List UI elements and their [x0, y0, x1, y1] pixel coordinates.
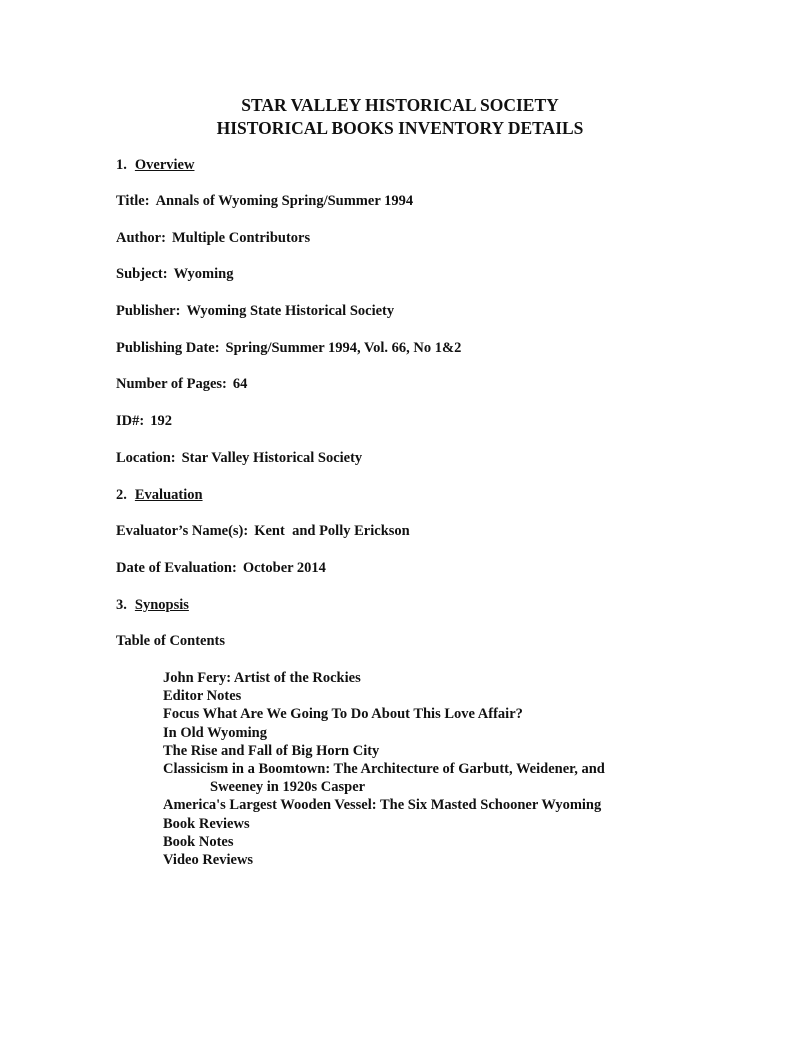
document-header [0, 94, 800, 140]
section-overview-heading [116, 156, 194, 174]
field-label: Author: [116, 230, 166, 246]
field-value: Annals of Wyoming Spring/Summer 1994 [155, 193, 414, 209]
field-label: Title: [116, 193, 150, 209]
toc-item: Focus What Are We Going To Do About This Love Affair? [163, 706, 523, 723]
field-value: Star Valley Historical Society [181, 450, 363, 466]
field-label: ID#: [116, 413, 145, 429]
field-label: Evaluator’s Name(s): [116, 523, 249, 539]
field-evaluator [116, 522, 410, 540]
section-title: Synopsis [134, 597, 189, 613]
field-location [116, 449, 362, 467]
field-number-of-pages [116, 375, 247, 393]
toc-item: Classicism in a Boomtown: The Architecture of Garbutt, Weidener, and [163, 761, 605, 778]
field-value: 64 [232, 376, 248, 392]
field-label: Publishing Date: [116, 340, 220, 356]
toc-heading: Table of Contents [116, 633, 226, 649]
section-title: Evaluation [134, 487, 203, 503]
field-value: 192 [150, 413, 172, 429]
toc-item: Editor Notes [163, 688, 242, 705]
toc-item-continuation: Sweeney in 1920s Casper [210, 779, 366, 796]
section-title: Overview [134, 157, 195, 173]
section-number: 2. [116, 487, 127, 503]
section-synopsis-heading [116, 596, 189, 614]
field-publisher [116, 302, 394, 320]
field-value: Spring/Summer 1994, Vol. 66, No 1&2 [225, 340, 462, 356]
field-id [116, 412, 172, 430]
field-title [116, 192, 413, 210]
field-evaluation-date [116, 559, 326, 577]
toc-item: John Fery: Artist of the Rockies [163, 670, 361, 686]
section-number: 1. [116, 157, 127, 173]
field-value: Wyoming [173, 266, 234, 282]
toc-item: Book Reviews [163, 815, 250, 832]
field-label: Number of Pages: [116, 376, 227, 392]
toc-item: The Rise and Fall of Big Horn City [163, 742, 380, 759]
toc-item: America's Largest Wooden Vessel: The Six Masted Schooner Wyoming [163, 797, 602, 814]
document-title: HISTORICAL BOOKS INVENTORY DETAILS [216, 118, 584, 138]
society-name: STAR VALLEY HISTORICAL SOCIETY [241, 95, 559, 115]
toc-item: Book Notes [163, 833, 234, 850]
toc-item: Video Reviews [163, 852, 254, 869]
field-label: Location: [116, 450, 176, 466]
field-label: Subject: [116, 266, 168, 282]
field-subject [116, 265, 233, 283]
field-publishing-date [116, 339, 461, 357]
field-value: Kent and Polly Erickson [254, 523, 410, 539]
toc-item: In Old Wyoming [163, 724, 267, 741]
table-of-contents [163, 669, 605, 869]
field-author [116, 229, 310, 247]
section-evaluation-heading [116, 486, 203, 504]
field-label: Date of Evaluation: [116, 560, 237, 576]
field-value: Wyoming State Historical Society [186, 303, 395, 319]
field-value: October 2014 [242, 560, 326, 576]
section-number: 3. [116, 597, 127, 613]
field-label: Publisher: [116, 303, 181, 319]
field-value: Multiple Contributors [171, 230, 311, 246]
